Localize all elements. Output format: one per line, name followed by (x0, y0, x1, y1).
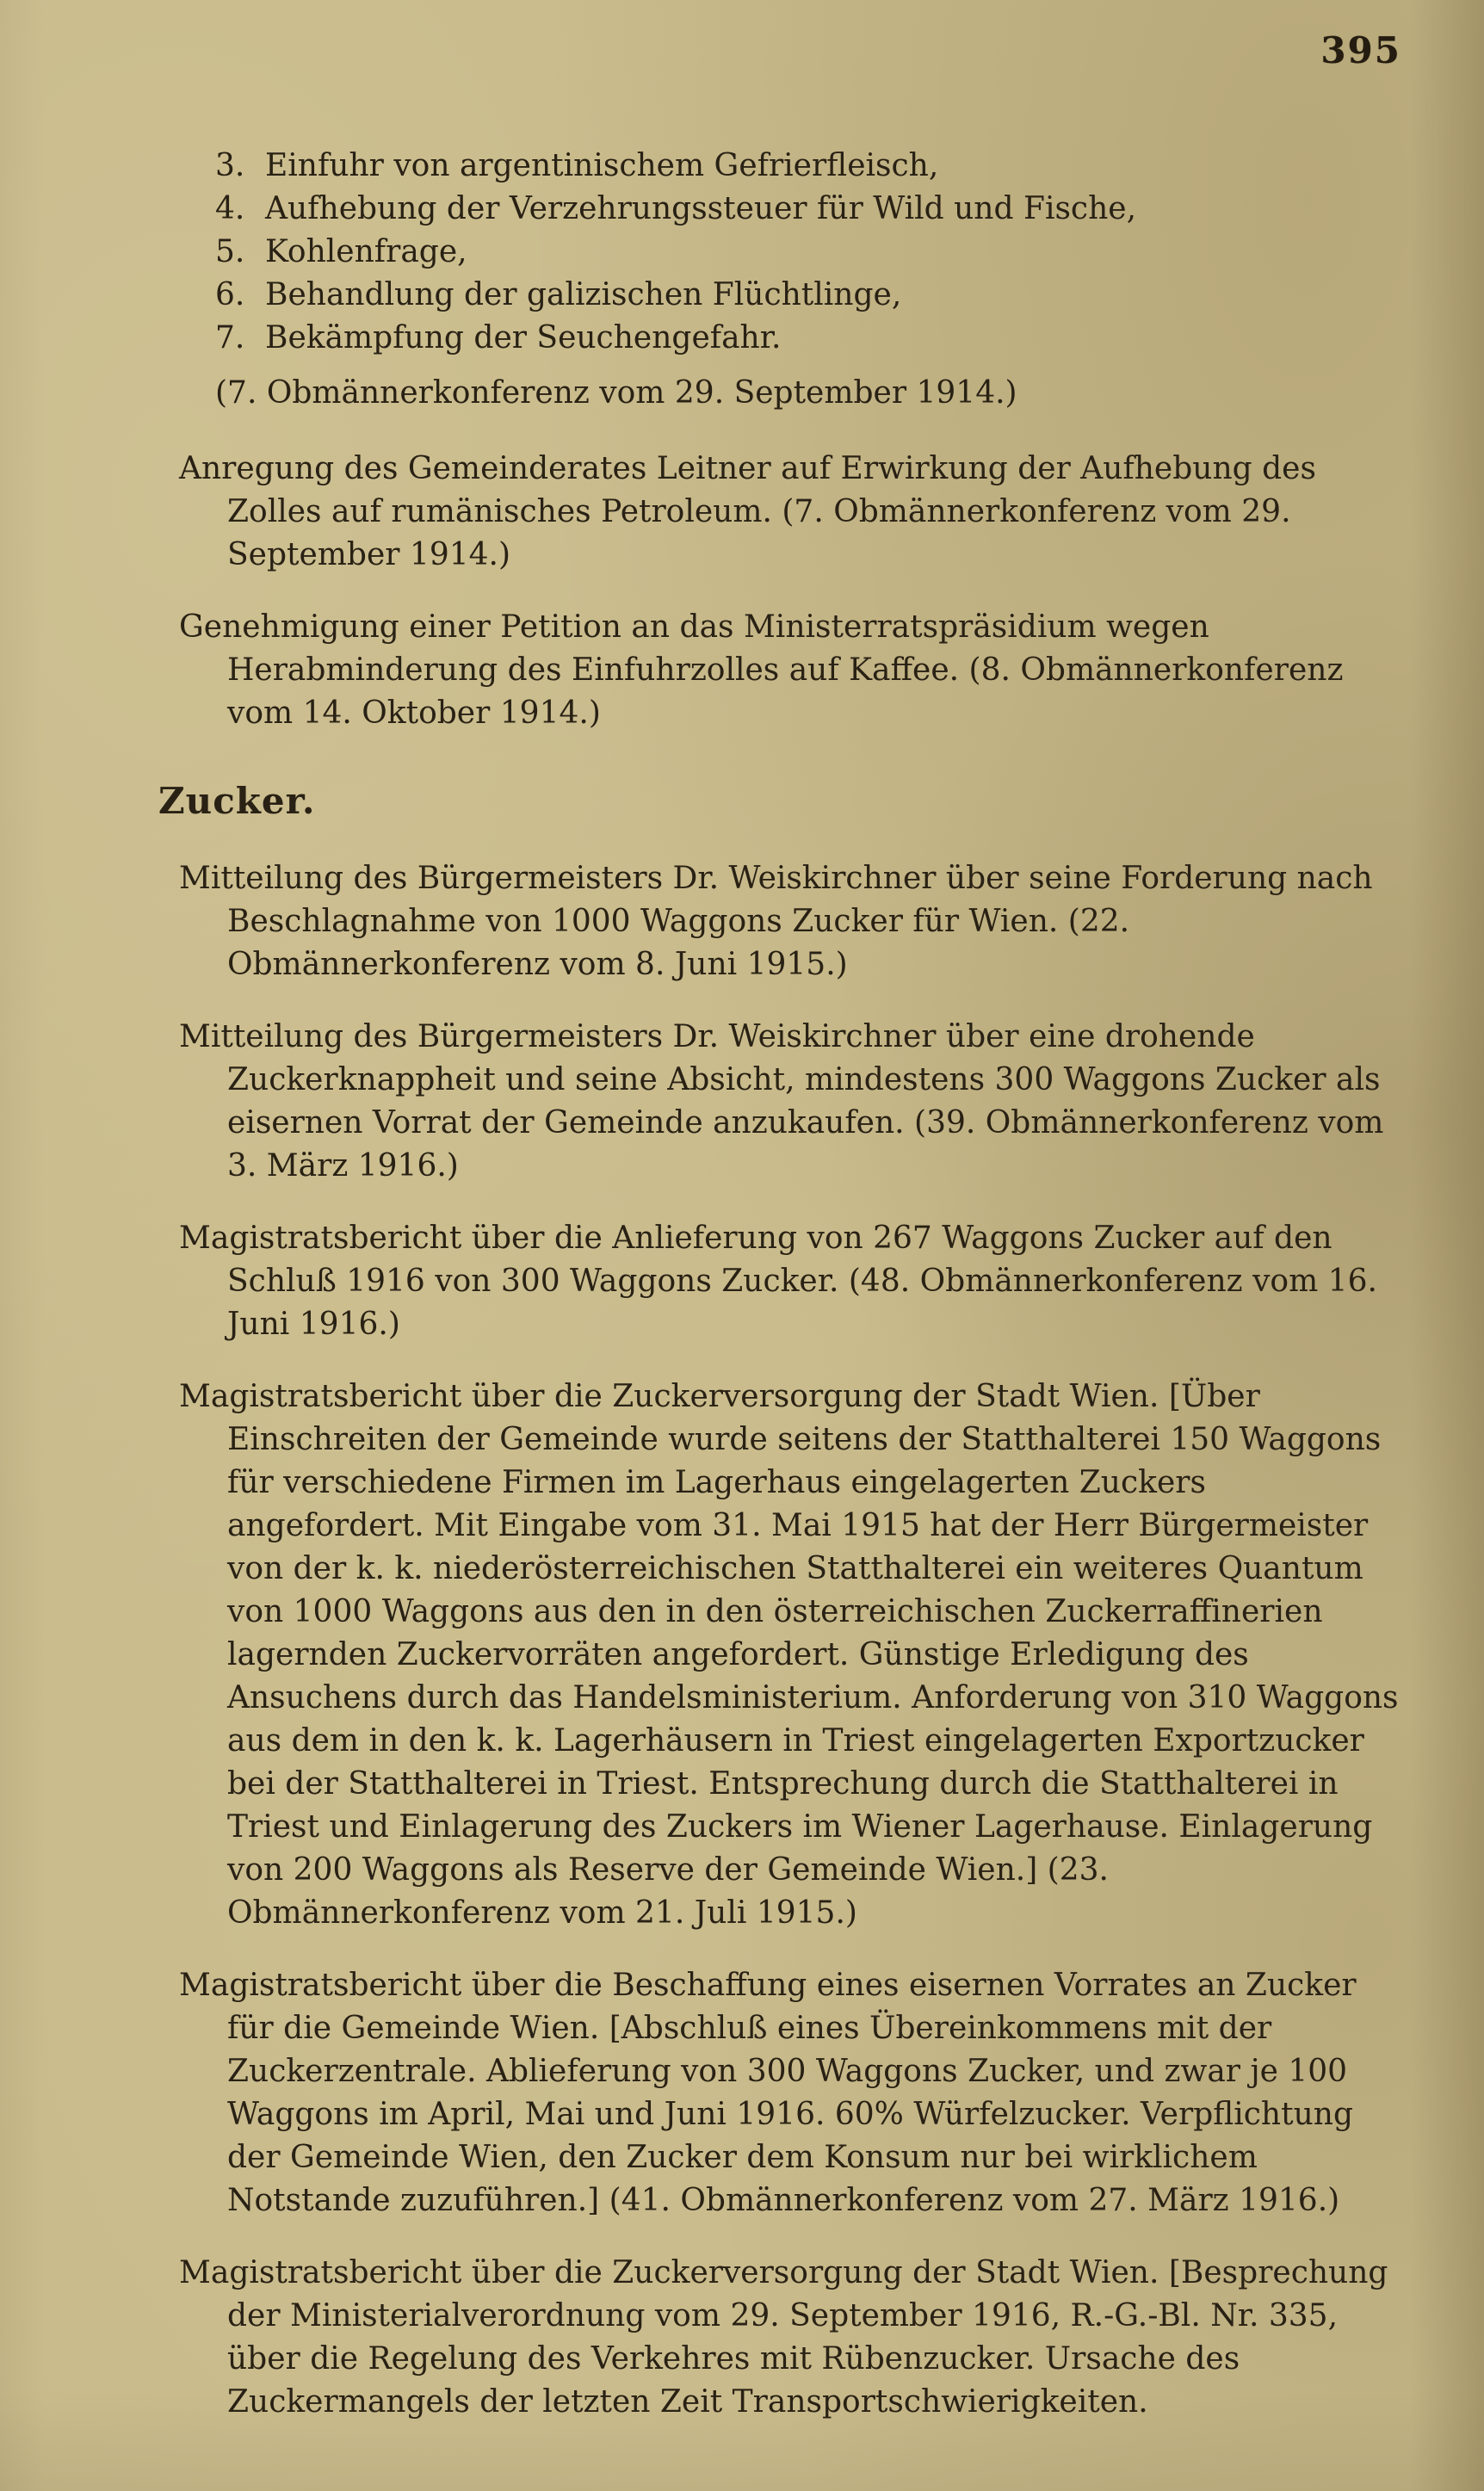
list-item-text: Kohlenfrage, (265, 234, 467, 269)
index-entry: Mitteilung des Bürgermeisters Dr. Weiskirchner über seine Forderung nach Beschlagnahme von 1000 Waggons Zucker für Wien. (22. Obmännerkonferenz vom 8. Juni 1915.) (179, 861, 1373, 982)
index-entry: Magistratsbericht über die Zuckerversorgung der Stadt Wien. [Besprechung der Ministerialverordnung vom 29. September 1916, R.-G.-Bl. Nr. 335, über die Regelung des Verkehres mit Rübenzucker. Ursache des Zuckermangels der letzten Zeit Transportschwierigkeiten. (179, 2255, 1388, 2420)
list-item-number: 4. (215, 191, 245, 226)
list-item-number: 7. (215, 320, 245, 355)
list-item (215, 145, 1412, 188)
page-number: 395 (1320, 29, 1401, 71)
list-item-text: Aufhebung der Verzehrungssteuer für Wild und Fische, (265, 191, 1137, 226)
index-entry: Mitteilung des Bürgermeisters Dr. Weiskirchner über eine drohende Zuckerknappheit und seine Absicht, mindestens 300 Waggons Zucker als eisernen Vorrat der Gemeinde anzukaufen. (39. Obmännerkonferenz vom 3. März 1916.) (179, 1019, 1384, 1184)
agenda-numbered-list (215, 145, 1412, 360)
list-source-reference: (7. Obmännerkonferenz vom 29. September 1914.) (215, 375, 1017, 411)
section-heading-zucker: Zucker. (158, 780, 316, 822)
list-item-number: 6. (215, 277, 245, 312)
index-entry: Magistratsbericht über die Beschaffung eines eisernen Vorrates an Zucker für die Gemeinde Wien. [Abschluß eines Übereinkommens mit der Zuckerzentrale. Ablieferung von 300 Waggons Zucker, und zwar je 100 Waggons im April, Mai und Juni 1916. 60% Würfelzucker. Verpflichtung der Gemeinde Wien, den Zucker dem Konsum nur bei wirklichem Notstande zuzuführen.] (41. Obmännerkonferenz vom 27. März 1916.) (179, 1968, 1357, 2218)
list-item (215, 274, 1412, 317)
list-item (215, 317, 1412, 360)
list-item (215, 188, 1412, 231)
index-entry: Genehmigung einer Petition an das Ministerratspräsidium wegen Herabminderung des Einfuhrzolles auf Kaffee. (8. Obmännerkonferenz vom 14. Oktober 1914.) (179, 609, 1344, 731)
list-item-number: 3. (215, 148, 245, 183)
page-content (158, 145, 1412, 2453)
index-entry: Magistratsbericht über die Anlieferung von 267 Waggons Zucker auf den Schluß 1916 von 300 Waggons Zucker. (48. Obmännerkonferenz vom 16. Juni 1916.) (179, 1221, 1377, 1342)
list-item-text: Bekämpfung der Seuchengefahr. (265, 320, 782, 355)
list-item-number: 5. (215, 234, 245, 269)
index-entry: Anregung des Gemeinderates Leitner auf Erwirkung der Aufhebung des Zolles auf rumänisches Petroleum. (7. Obmännerkonferenz vom 29. September 1914.) (179, 451, 1316, 572)
list-item-text: Einfuhr von argentinischem Gefrierfleisch, (265, 148, 939, 183)
list-item (215, 231, 1412, 274)
list-item-text: Behandlung der galizischen Flüchtlinge, (265, 277, 902, 312)
index-entry: Magistratsbericht über die Zuckerversorgung der Stadt Wien. [Über Einschreiten der Gemeinde wurde seitens der Statthalterei 150 Waggons für verschiedene Firmen im Lagerhaus eingelagerten Zuckers angefordert. Mit Eingabe vom 31. Mai 1915 hat der Herr Bürgermeister von der k. k. niederösterreichischen Statthalterei ein weiteres Quantum von 1000 Waggons aus den in den österreichischen Zuckerraffinerien lagernden Zuckervorräten angefordert. Günstige Erledigung des Ansuchens durch das Handelsministerium. Anforderung von 310 Waggons aus dem in den k. k. Lagerhäusern in Triest eingelagerten Exportzucker bei der Statthalterei in Triest. Entsprechung durch die Statthalterei in Triest und Einlagerung des Zuckers im Wiener Lagerhause. Einlagerung von 200 Waggons als Reserve der Gemeinde Wien.] (23. Obmännerkonferenz vom 21. Juli 1915.) (179, 1379, 1399, 1931)
